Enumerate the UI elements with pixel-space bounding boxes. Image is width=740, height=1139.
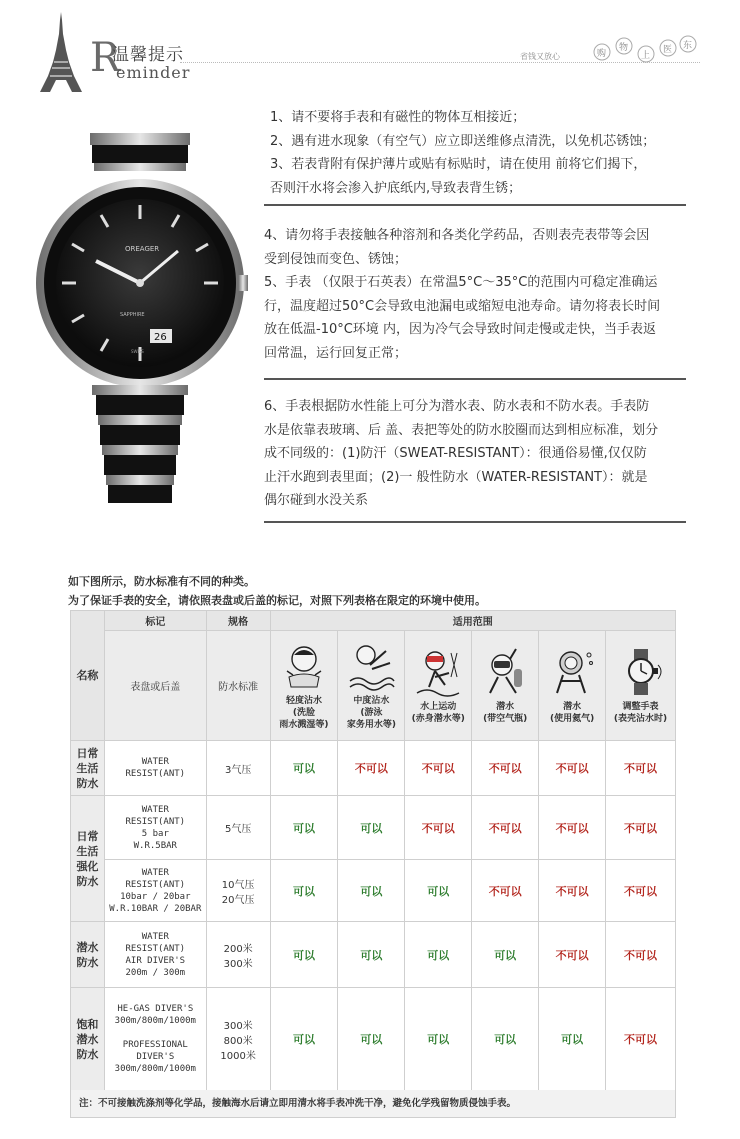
scenario-label: 水上运动 (赤身潜水等) [411,701,465,724]
water-sports-icon [413,647,463,699]
notes-divider [264,204,686,206]
spec-cell: 200米 300米 [206,922,270,988]
face-washing-icon [279,641,329,693]
table-row [71,741,676,796]
table-row [71,860,676,922]
note-line: 回常温，运行回复正常； [264,345,408,361]
value-cell: 可以 [338,988,405,1091]
spec-cell: 10气压 20气压 [206,860,270,922]
page-header [0,0,740,100]
table-intro-line-1: 如下图所示，防水标准有不同的种类。 [68,575,255,588]
watch-dial-text: SAPPHIRE [120,312,145,318]
watch-brand: OREAGER [125,245,160,253]
scenario-watch-adjust [606,631,676,741]
mark-cell: WATER RESIST(ANT) 5 bar W.R.5BAR [104,796,206,860]
scenario-label: 潜水 (带空气瓶) [483,701,528,724]
header-decoration-icon [580,32,700,72]
note-line: 止汗水跑到表里面；(2)一 般性防水（WATER-RESISTANT）：就是 [264,469,648,485]
swimming-icon [346,641,396,693]
header-title-cn: 温馨提示 [112,45,184,65]
note-line: 受到侵蚀而变色、锈蚀； [264,251,408,267]
value-cell: 可以 [338,922,405,988]
value-cell: 可以 [405,860,472,922]
group-name: 日常 生活 强化 防水 [71,796,105,922]
value-cell: 可以 [270,922,338,988]
scenario-label: 轻度沾水 (洗脸 雨水溅湿等) [279,695,329,730]
note-line: 成不同级的：(1)防汗（SWEAT-RESISTANT）：很通俗易懂,仅仅防 [264,446,647,461]
value-cell: 不可以 [606,860,676,922]
scenario-water-sports [405,631,472,741]
note-line: 4、请勿将手表接触各种溶剂和各类化学药品，否则表壳表带等会因 [264,228,650,243]
value-cell: 可以 [405,922,472,988]
value-cell: 不可以 [606,922,676,988]
value-cell: 可以 [338,860,405,922]
value-cell: 可以 [270,741,338,796]
notes-divider [264,378,686,380]
spec-cell: 300米 800米 1000米 [206,988,270,1091]
note-line: 2、遇有进水现象（有空气）应立即送维修点清洗，以免机芯锈蚀； [270,133,656,149]
watch-small-text: SWISS [131,349,144,354]
header-initial: R [90,35,121,81]
watch-image [30,133,250,513]
table-row [71,922,676,988]
scenario-label: 调整手表 (表壳沾水时) [613,701,668,724]
value-cell: 不可以 [338,741,405,796]
note-line: 否则汗水将会渗入护底纸内,导致表背生锈； [270,180,522,196]
header-tagline: 省钱又放心 [520,52,560,61]
notes-block-1 [264,106,692,200]
note-line: 6、手表根据防水性能上可分为潜水表、防水表和不防水表。手表防 [264,399,650,414]
value-cell: 不可以 [539,741,606,796]
value-cell: 不可以 [472,796,539,860]
mark-cell: WATER RESIST(ANT) AIR DIVER'S 200m / 300m [104,922,206,988]
svg-text:26: 26 [154,332,167,343]
value-cell: 不可以 [539,922,606,988]
note-line: 1、请不要将手表和有磁性的物体互相接近； [270,110,526,125]
svg-text:上: 上 [641,51,651,61]
value-cell: 不可以 [606,741,676,796]
scenario-label: 潜水 (使用氦气) [549,701,595,724]
scenario-helium-diving [539,631,606,741]
note-line: 行，温度超过50°C会导致电池漏电或缩短电池寿命。请勿将表长时间 [264,298,661,314]
value-cell: 可以 [405,988,472,1091]
header-mark: 标记 [104,611,206,631]
snorkel-diving-icon [480,647,530,699]
header-title-en: eminder [116,63,191,82]
value-cell: 可以 [338,796,405,860]
notes-divider [264,521,686,523]
table-intro-line-2: 为了保证手表的安全，请依照表盘或后盖的标记，对照下列表格在限定的环境中使用。 [68,594,486,607]
spec-cell: 5气压 [206,796,270,860]
scenario-face-washing [270,631,338,741]
eiffel-tower-icon [36,12,86,94]
mark-cell: WATER RESIST(ANT) [104,741,206,796]
notes-block-2 [264,224,692,365]
value-cell: 可以 [472,922,539,988]
helium-diving-icon [547,647,597,699]
value-cell: 不可以 [405,796,472,860]
scenario-label: 中度沾水 (游泳 家务用水等) [346,695,396,730]
value-cell: 不可以 [472,741,539,796]
header-spec: 规格 [206,611,270,631]
value-cell: 不可以 [472,860,539,922]
group-name: 饱和 潜水 防水 [71,988,105,1091]
value-cell: 不可以 [606,796,676,860]
scenario-snorkel-diving [472,631,539,741]
group-name: 日常 生活 防水 [71,741,105,796]
note-line: 放在低温-10°C环境 内，因为冷气会导致时间走慢或走快，当手表返 [264,322,656,337]
value-cell: 不可以 [606,988,676,1091]
header-mark-sub: 表盘或后盖 [104,631,206,741]
value-cell: 可以 [472,988,539,1091]
note-line: 偶尔碰到水没关系 [264,493,369,508]
group-name: 潜水 防水 [71,922,105,988]
header-scope: 适用范围 [270,611,675,631]
table-row [71,796,676,860]
svg-text:物: 物 [619,43,629,53]
note-line: 5、手表 （仅限于石英表）在常温5°C～35°C的范围内可稳定准确运 [264,275,658,290]
value-cell: 不可以 [405,741,472,796]
mark-cell: WATER RESIST(ANT) 10bar / 20bar W.R.10BAR / 20BAR [104,860,206,922]
spec-cell: 3气压 [206,741,270,796]
table-footnote: 注：不可接触洗涤剂等化学品，接触海水后请立即用清水将手表冲洗干净，避免化学残留物质侵蚀手表。 [70,1090,676,1118]
value-cell: 可以 [270,796,338,860]
value-cell: 不可以 [539,860,606,922]
value-cell: 可以 [270,860,338,922]
svg-text:东: 东 [683,41,693,51]
note-line: 3、若表背附有保护薄片或贴有标贴时，请在使用 前将它们揭下， [270,157,647,172]
svg-text:医: 医 [663,45,673,55]
header-name: 名称 [71,611,105,741]
value-cell: 可以 [539,988,606,1091]
value-cell: 不可以 [539,796,606,860]
note-line: 水是依靠表玻璃、后 盖、表把等处的防水胶圈而达到相应标准，划分 [264,422,659,438]
scenario-swimming [338,631,405,741]
table-row [71,988,676,1091]
header-spec-sub: 防水标准 [206,631,270,741]
svg-text:购: 购 [597,49,607,59]
notes-block-3 [264,395,692,513]
mark-cell: HE-GAS DIVER'S 300m/800m/1000m PROFESSIONAL DIVER'S 300m/800m/1000m [104,988,206,1091]
watch-adjust-icon [616,647,666,699]
water-resistance-table [70,610,676,1091]
value-cell: 可以 [270,988,338,1091]
